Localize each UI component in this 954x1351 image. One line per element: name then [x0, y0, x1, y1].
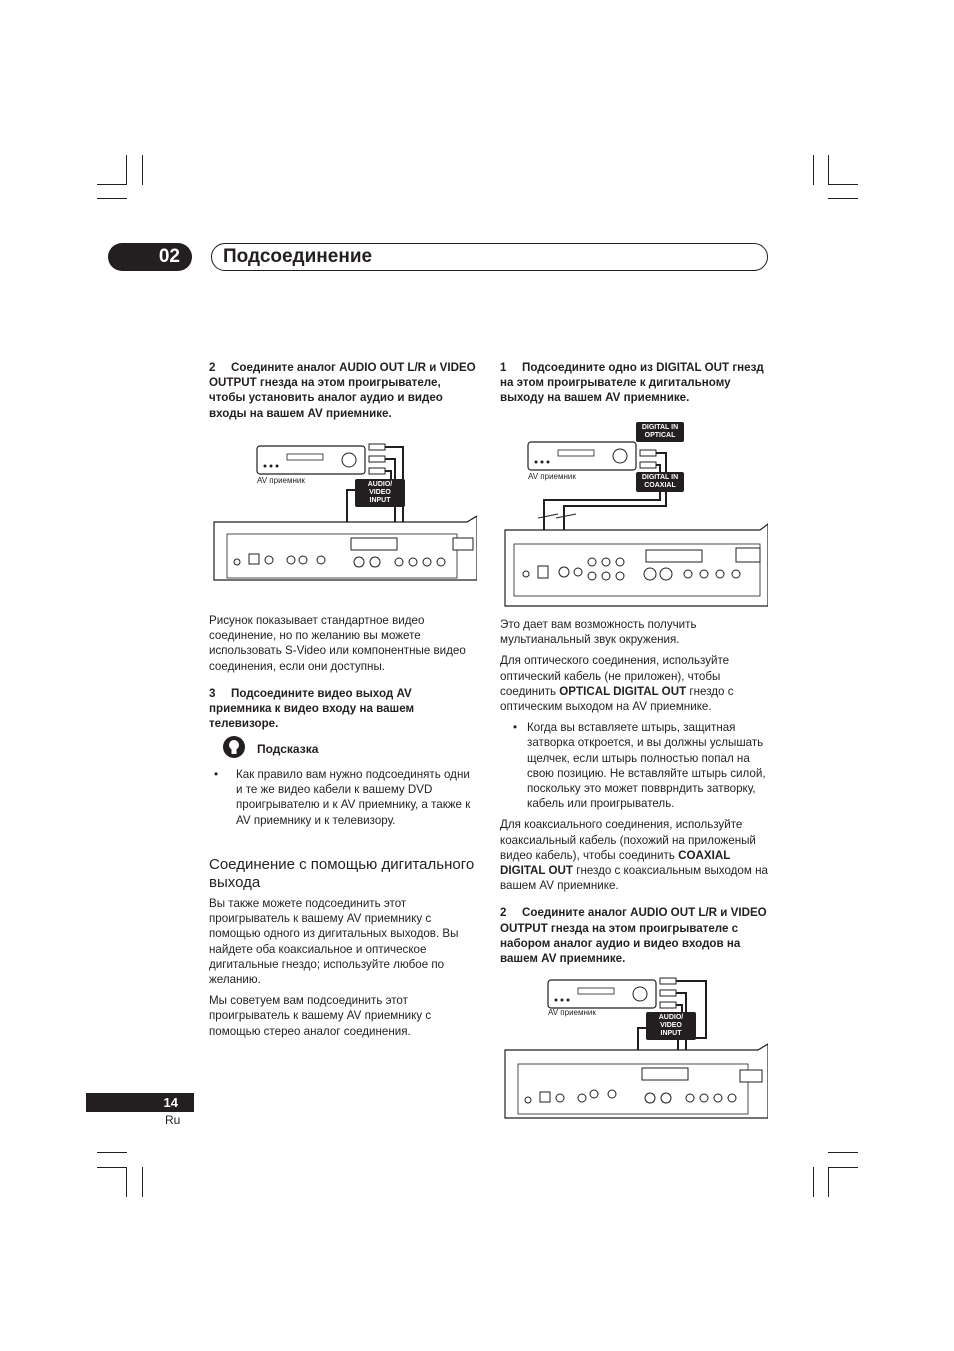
crop-mark	[142, 1167, 143, 1197]
crop-mark	[828, 184, 858, 185]
paragraph-coaxial	[500, 817, 772, 893]
bullet-mark: •	[214, 768, 219, 781]
text-run: Для коаксиального соединения, используйте коаксиальный кабель (похожий на приложеный видео кабель), чтобы соединить	[500, 818, 756, 862]
connection-diagram	[500, 420, 768, 610]
lightbulb-icon	[222, 735, 246, 759]
crop-mark	[828, 1167, 858, 1168]
text-run: гнездо с коаксиальным выходом на вашем AV приемнике.	[500, 864, 768, 893]
crop-mark	[97, 184, 127, 185]
page-number: 14	[86, 1093, 194, 1112]
audio-video-input-tag: AUDIO/ VIDEO INPUT	[646, 1012, 696, 1040]
tip-icon	[222, 735, 246, 759]
step-text: Соедините аналог AUDIO OUT L/R и VIDEO OUTPUT гнезда на этом проигрывателе, чтобы установить аналог аудио и видео входы на вашем AV приемнике.	[209, 361, 476, 420]
language-code: Ru	[165, 1113, 181, 1127]
step-text: Подсоедините видео выход AV приемника к видео входу на вашем телевизоре.	[209, 686, 415, 731]
receiver-label: AV приемник	[257, 476, 305, 485]
step-text: Соедините аналог AUDIO OUT L/R и VIDEO OUTPUT гнезда на этом проигрывателе с набором аналог аудио и видео входов на вашем AV приемнике.	[500, 906, 767, 966]
crop-mark	[828, 155, 829, 185]
crop-mark	[828, 198, 858, 199]
crop-mark	[97, 1152, 127, 1153]
crop-mark	[126, 1167, 127, 1197]
tip-bullet	[209, 767, 477, 834]
paragraph: Вы также можете подсоединить этот проигрыватель к вашему AV приемнику с помощью одного из дигитальных выходов. Вы найдете оба коаксиальное и оптическое дигитальные гнездо; используйте любое по желанию.	[209, 897, 459, 987]
crop-mark	[97, 1167, 127, 1168]
figure-connection-analog-1	[209, 430, 477, 590]
crop-mark	[97, 198, 127, 199]
digital-in-optical-tag: DIGITAL IN OPTICAL	[636, 422, 684, 442]
crop-mark	[142, 155, 143, 185]
crop-mark	[813, 155, 814, 185]
step-2-left	[209, 360, 477, 421]
tip-text: Как правило вам нужно подсоединять одни и те же видео кабели к вашему DVD проигрывателю и к AV приемнику, а также к AV приемнику и к телевизору.	[236, 768, 471, 827]
paragraph-optical	[500, 653, 772, 714]
connection-diagram	[500, 968, 768, 1128]
crop-mark	[828, 1152, 858, 1153]
step-number: 2	[209, 361, 216, 374]
text-run: Для оптического соединения, используйте оптический кабель (не приложен), чтобы соединить	[500, 654, 730, 698]
bullet-mark: •	[513, 721, 518, 735]
chapter-number: 02	[108, 243, 192, 271]
digital-in-coaxial-tag: DIGITAL IN COAXIAL	[636, 472, 684, 492]
step-2-right	[500, 905, 772, 966]
left-column-section	[209, 856, 479, 1045]
step-number: 3	[209, 686, 216, 700]
step-3-left	[209, 686, 477, 732]
right-column-lower	[500, 617, 772, 972]
section-heading: Соединение с помощью дигитального выхода	[209, 856, 475, 891]
bullet-item	[500, 720, 772, 811]
text-run-bold: COAXIAL DIGITAL OUT	[500, 848, 731, 878]
right-column	[500, 360, 768, 412]
left-column-lower	[209, 613, 477, 737]
crop-mark	[828, 1167, 829, 1197]
step-number: 1	[500, 361, 507, 374]
paragraph: Это дает вам возможность получить мультианальный звук окружения.	[500, 618, 697, 647]
receiver-label: AV приемник	[548, 1008, 596, 1017]
audio-video-input-tag: AUDIO/ VIDEO INPUT	[355, 479, 405, 507]
receiver-label: AV приемник	[528, 472, 576, 481]
connection-diagram	[209, 430, 477, 590]
tip-item	[209, 767, 477, 828]
figure-connection-digital	[500, 420, 768, 610]
tip-title: Подсказка	[257, 742, 319, 756]
bullet-text: Когда вы вставляете штырь, защитная затворка откроется, и вы должны услышать щелчек, если штырь полностью попал на свою позицию. Не вставляйте штырь силой, поскольку это может повврндить затворку, кабель или проигрыватель.	[527, 721, 766, 811]
text-run: гнездо с оптическим выходом на AV приемнике.	[500, 684, 734, 714]
page-title: Подсоединение	[211, 243, 768, 271]
paragraph: Рисунок показывает стандартное видео соединение, но по желанию вы можете использовать S-Video или компонентные видео соединения, если они доступны.	[209, 614, 466, 673]
step-text: Подсоедините одно из DIGITAL OUT гнезд на этом проигрывателе к дигитальному выходу на вашем AV приемнике.	[500, 361, 764, 405]
step-number: 2	[500, 906, 507, 920]
left-column	[209, 360, 477, 427]
crop-mark	[126, 155, 127, 185]
figure-connection-analog-2	[500, 968, 768, 1128]
step-1-right	[500, 360, 768, 406]
text-run-bold: OPTICAL DIGITAL OUT	[559, 684, 687, 698]
crop-mark	[813, 1167, 814, 1197]
paragraph: Мы советуем вам подсоединить этот проигрыватель к вашему AV приемнику с помощью стерео аналог соединения.	[209, 994, 432, 1038]
